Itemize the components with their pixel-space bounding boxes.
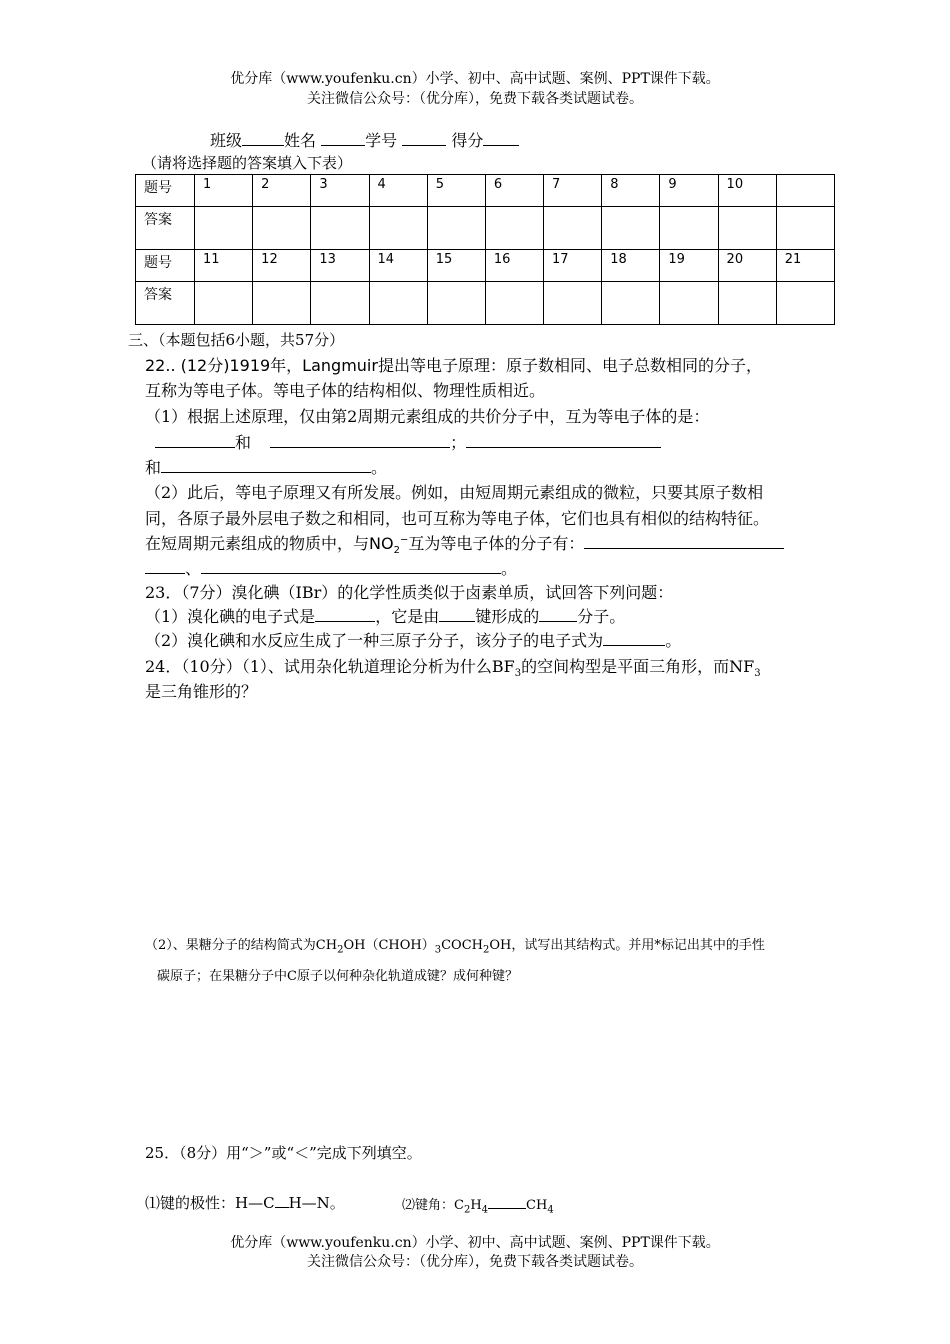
question-number: 16 bbox=[485, 250, 543, 282]
q22-line-2: 互称为等电子体。等电子体的结构相似、物理性质相近。 bbox=[145, 381, 546, 400]
answer-cell[interactable] bbox=[660, 207, 718, 250]
question-number: 19 bbox=[660, 250, 718, 282]
answer-cell[interactable] bbox=[369, 282, 427, 325]
q24-line-2: 是三角锥形的？ bbox=[145, 682, 258, 701]
question-number: 6 bbox=[485, 175, 543, 207]
answer-cell[interactable] bbox=[485, 207, 543, 250]
fructose-formula: CH bbox=[315, 938, 338, 953]
answer-cell[interactable] bbox=[369, 207, 427, 250]
q22-text-1: 提出等电子原理：原子数相同、电子总数相同的分子， bbox=[377, 356, 762, 375]
question-number: 20 bbox=[718, 250, 776, 282]
q24-part-2-line-2: 碳原子；在果糖分子中C原子以何种杂化轨道成键？成何种键？ bbox=[157, 969, 518, 984]
table-row bbox=[136, 207, 835, 250]
question-number: 15 bbox=[427, 250, 485, 282]
question-number: 18 bbox=[602, 250, 660, 282]
q22-part-1: （1）根据上述原理，仅由第2周期元素组成的共价分子中，互为等电子体的是： bbox=[145, 407, 710, 426]
formula-subscript: 4 bbox=[481, 1204, 489, 1216]
class-blank[interactable] bbox=[242, 129, 284, 146]
answer-cell[interactable] bbox=[718, 282, 776, 325]
q22-blank-3[interactable] bbox=[466, 431, 661, 448]
q23-text: 分子。 bbox=[577, 607, 626, 626]
q23-part-2 bbox=[145, 628, 681, 651]
formula-subscript: 3 bbox=[434, 944, 442, 956]
id-blank[interactable] bbox=[402, 129, 446, 146]
q22-part-2-line-1: （2）此后，等电子原理又有所发展。例如，由短周期元素组成的微粒，只要其原子数相 bbox=[145, 483, 764, 502]
q23-blank-3[interactable] bbox=[539, 605, 577, 622]
question-number bbox=[776, 175, 834, 207]
q24-text: 24．（10分）（1）、试用杂化轨道理论分析为什么 bbox=[145, 657, 492, 676]
question-number: 1 bbox=[195, 175, 253, 207]
q25-blank-1[interactable] bbox=[275, 1192, 289, 1208]
question-number: 5 bbox=[427, 175, 485, 207]
question-number: 14 bbox=[369, 250, 427, 282]
answer-cell[interactable] bbox=[718, 207, 776, 250]
formula-subscript: 2 bbox=[463, 1204, 471, 1216]
q22-blank-7[interactable] bbox=[201, 557, 501, 574]
bf3-formula: BF bbox=[491, 657, 515, 676]
formula-subscript: 2 bbox=[337, 944, 344, 956]
nf3-formula: NF bbox=[729, 657, 755, 676]
answer-cell[interactable] bbox=[544, 282, 602, 325]
question-number: 11 bbox=[195, 250, 253, 282]
answer-cell[interactable] bbox=[311, 282, 369, 325]
class-label: 班级 bbox=[210, 131, 243, 150]
answer-cell[interactable] bbox=[776, 282, 834, 325]
q22-and-line bbox=[145, 455, 387, 478]
q22-text: 在短周期元素组成的物质中，与 bbox=[145, 534, 370, 553]
fructose-formula: COCH bbox=[441, 938, 483, 953]
question-number: 7 bbox=[544, 175, 602, 207]
formula-text: NO bbox=[369, 534, 394, 553]
footer-line-1: 优分库（www.youfenku.cn）小学、初中、高中试题、案例、PPT课件下载。 bbox=[230, 1235, 720, 1251]
question-number: 2 bbox=[253, 175, 311, 207]
q23-text: （1）溴化碘的电子式是 bbox=[145, 607, 316, 626]
row-label: 题号 bbox=[136, 175, 195, 207]
answer-cell[interactable] bbox=[427, 207, 485, 250]
student-info-line bbox=[210, 128, 519, 151]
row-label: 答案 bbox=[136, 207, 195, 250]
q24-text: （2）、果糖分子的结构简式为 bbox=[145, 938, 316, 953]
q25-text: ⑵键角：C bbox=[402, 1198, 464, 1213]
q22-text: 互为等电子体的分子有： bbox=[408, 534, 585, 553]
fructose-formula: OH（CHOH） bbox=[343, 938, 435, 953]
score-label: 得分 bbox=[451, 131, 484, 150]
q22-blank-1[interactable] bbox=[155, 431, 235, 448]
q25-text: H—N。 bbox=[288, 1194, 345, 1212]
answer-table bbox=[135, 174, 835, 325]
name-blank[interactable] bbox=[321, 129, 365, 146]
q25-blank-2[interactable] bbox=[488, 1195, 526, 1209]
answer-cell[interactable] bbox=[776, 207, 834, 250]
footer-line-2: 关注微信公众号：（优分库），免费下载各类试题试卷。 bbox=[307, 1254, 643, 1270]
q22-and-2: 和 bbox=[145, 458, 162, 477]
q22-blank-4[interactable] bbox=[161, 456, 371, 473]
q23-part-1 bbox=[145, 604, 625, 627]
q22-period: 。 bbox=[371, 458, 388, 477]
q23-text: （2）溴化碘和水反应生成了一种三原子分子，该分子的电子式为 bbox=[145, 631, 604, 650]
question-number: 8 bbox=[602, 175, 660, 207]
question-number: 9 bbox=[660, 175, 718, 207]
no2-formula bbox=[369, 534, 409, 557]
q25-text: H bbox=[470, 1198, 482, 1213]
q22-blank-5[interactable] bbox=[584, 532, 784, 549]
formula-subscript: 2 bbox=[483, 944, 490, 956]
q22-blank-6[interactable] bbox=[145, 557, 185, 574]
q22-blanks-line bbox=[155, 430, 661, 453]
question-number: 13 bbox=[311, 250, 369, 282]
q23-text: ，它是由 bbox=[375, 607, 440, 626]
table-row bbox=[136, 175, 835, 207]
q24-part-2-line-1 bbox=[145, 934, 765, 956]
name-label: 姓名 bbox=[284, 131, 317, 150]
q24-line-1 bbox=[145, 654, 761, 679]
q22-semicolon: ； bbox=[450, 433, 467, 452]
answer-cell[interactable] bbox=[253, 207, 311, 250]
answer-cell[interactable] bbox=[544, 207, 602, 250]
q24-text: ，试写出其结构式。并用*标记出其中的手性 bbox=[511, 938, 765, 953]
answer-cell[interactable] bbox=[660, 282, 718, 325]
formula-subscript: 2 bbox=[393, 545, 400, 557]
q23-blank-2[interactable] bbox=[439, 605, 475, 622]
q25-part-1 bbox=[145, 1192, 345, 1213]
header-line-1: 优分库（www.youfenku.cn）小学、初中、高中试题、案例、PPT课件下载。 bbox=[230, 71, 720, 87]
q22-separator: 、 bbox=[185, 559, 202, 578]
q22-part-2-line-4 bbox=[145, 556, 517, 579]
answer-cell[interactable] bbox=[195, 282, 253, 325]
score-blank[interactable] bbox=[483, 129, 519, 146]
answer-cell[interactable] bbox=[602, 207, 660, 250]
answer-cell[interactable] bbox=[602, 282, 660, 325]
formula-superscript: − bbox=[399, 534, 409, 546]
q24-text: 的空间构型是平面三角形，而 bbox=[521, 657, 730, 676]
q25-text: ⑴键的极性：H—C bbox=[145, 1194, 275, 1212]
q22-part-2-line-3 bbox=[145, 531, 784, 556]
question-number: 4 bbox=[369, 175, 427, 207]
q25-title: 25．（8分）用“＞”或“＜”完成下列填空。 bbox=[145, 1144, 422, 1162]
fructose-formula: OH bbox=[489, 938, 512, 953]
q22-and-1: 和 bbox=[235, 433, 252, 452]
formula-subscript: 3 bbox=[754, 668, 761, 680]
row-label: 答案 bbox=[136, 282, 195, 325]
q23-text: 键形成的 bbox=[475, 607, 540, 626]
answer-cell[interactable] bbox=[253, 282, 311, 325]
question-number: 10 bbox=[718, 175, 776, 207]
question-number: 17 bbox=[544, 250, 602, 282]
answer-cell[interactable] bbox=[311, 207, 369, 250]
q25-part-2 bbox=[402, 1194, 554, 1216]
q22-end: 。 bbox=[501, 559, 518, 578]
header-line-2: 关注微信公众号：（优分库），免费下载各类试题试卷。 bbox=[307, 91, 643, 107]
row-label: 题号 bbox=[136, 250, 195, 282]
q23-text: 。 bbox=[665, 631, 682, 650]
answer-cell[interactable] bbox=[485, 282, 543, 325]
question-number: 21 bbox=[776, 250, 834, 282]
q23-blank-1[interactable] bbox=[315, 605, 375, 622]
table-note: （请将选择题的答案填入下表） bbox=[142, 154, 353, 172]
q25-text: CH bbox=[526, 1198, 548, 1213]
q22-part-2-line-2: 同，各原子最外层电子数之和相同，也可互称为等电子体，它们也具有相似的结构特征。 bbox=[145, 509, 770, 528]
section-title: 三、（本题包括6小题，共57分） bbox=[128, 331, 345, 349]
id-label: 学号 bbox=[365, 131, 398, 150]
table-row bbox=[136, 250, 835, 282]
answer-cell[interactable] bbox=[195, 207, 253, 250]
q22-prefix: 22.. (12分)1919年，Langmuir bbox=[145, 356, 378, 375]
q23-blank-4[interactable] bbox=[603, 629, 665, 646]
table-row bbox=[136, 282, 835, 325]
formula-subscript: 4 bbox=[547, 1204, 554, 1216]
question-number: 3 bbox=[311, 175, 369, 207]
answer-cell[interactable] bbox=[427, 282, 485, 325]
q22-line-1 bbox=[145, 353, 762, 376]
q23-title: 23．（7分）溴化碘（IBr）的化学性质类似于卤素单质，试回答下列问题： bbox=[145, 583, 674, 602]
formula-subscript: 3 bbox=[514, 668, 522, 680]
q22-blank-2[interactable] bbox=[270, 431, 450, 448]
question-number: 12 bbox=[253, 250, 311, 282]
